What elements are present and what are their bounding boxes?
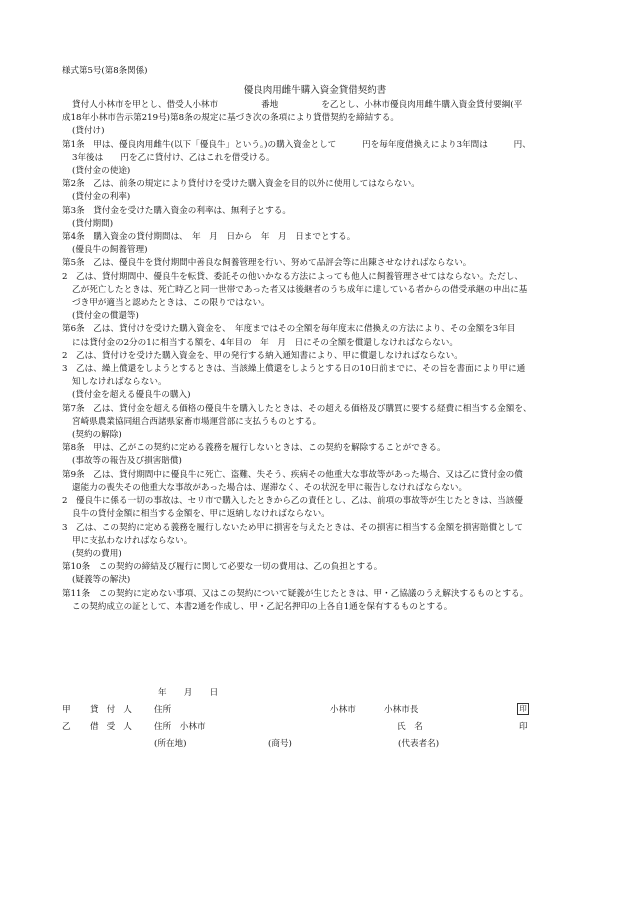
lender-address-label: 住所: [154, 705, 172, 715]
date-row: [62, 686, 578, 703]
lender-city: 小林市: [330, 705, 356, 715]
article-heading: (貸付金の使途): [72, 166, 131, 177]
article-text: 第2条 乙は、前条の規定により貸付けを受けた購入資金を目的以外に使用してはならない。: [62, 179, 420, 190]
article-text: 甲に支払わなければならない。: [72, 535, 193, 546]
trade-name-label: (商号): [268, 739, 292, 749]
lender-mayor: 小林市長: [384, 705, 419, 715]
name-label: 氏 名: [397, 722, 423, 732]
intro-line: 貸付人小林市を甲とし、借受人小林市 番地 を乙とし、小林市優良肉用雌牛購入資金貸付要綱(平: [72, 100, 523, 110]
intro-line: 成18年小林市告示第219号)第8条の規定に基づき次の条項により貸借契約を締結する。: [62, 113, 399, 124]
article-text: 3 乙は、この契約に定める義務を履行しないため甲に損害を与えたときは、その損害に相当する金額を損害賠償として: [62, 522, 523, 533]
article-text: には貸付金の2分の1に相当する額を、4年目の 年 月 日にその全額を償還しなければならない。: [72, 337, 458, 348]
article-text: 3 乙は、繰上償還をしようとするときは、当該繰上償還をしようとする日の10日前までに、その旨を書面により甲に通: [62, 364, 526, 375]
borrower-row: [62, 720, 578, 737]
article-text: 第6条 乙は、貸付けを受けた購入資金を、 年度まではその全額を毎年度末に借換えの方法により、その金額を3年目: [62, 324, 516, 335]
borrower-role: 借受人: [90, 722, 140, 732]
article-text: 第10条 この契約の締結及び履行に関して必要な一切の費用は、乙の負担とする。: [62, 562, 383, 573]
borrower-seal: 印: [519, 722, 528, 732]
borrower-mark: 乙: [62, 722, 71, 732]
document-title: 優良肉用雌牛購入資金貸借契約書: [243, 85, 387, 96]
article-heading: (疑義等の解決): [72, 575, 131, 586]
article-text: 宮崎県農業協同組合西諸県家畜市場運営部に支払うものとする。: [72, 416, 322, 427]
article-text: 第5条 乙は、優良牛を貸付期間中善良な飼養管理を行い、努めて品評会等に出陳させなければならない。: [62, 258, 472, 269]
article-heading: (貸付金の利率): [72, 192, 131, 203]
location-label: (所在地): [154, 739, 187, 749]
article-heading: (優良牛の飼養管理): [72, 245, 148, 256]
article-text: 第8条 甲は、乙がこの契約に定める義務を履行しないときは、この契約を解除することができる。: [62, 443, 446, 454]
article-text: 還能力の喪失その他重大な事故があった場合は、遅滞なく、その状況を甲に報告しなければならない。: [72, 482, 468, 493]
label-row: [62, 737, 578, 754]
article-heading: (貸付金を超える優良牛の購入): [72, 390, 191, 401]
article-text: 第1条 甲は、優良肉用雌牛(以下「優良牛」という。)の購入資金として 円を毎年度借換えにより3年間は 円、: [62, 139, 531, 150]
borrower-address: 住所 小林市: [154, 722, 206, 732]
mayor-seal-box: 印: [517, 703, 529, 715]
article-heading: (貸付期間): [72, 218, 114, 229]
article-text: 第4条 購入資金の貸付期間は、 年 月 日から 年 月 日までとする。: [62, 232, 356, 243]
article-heading: (契約の解除): [72, 430, 122, 441]
signature-block: [62, 686, 578, 754]
lender-row: [62, 703, 578, 720]
form-number: 様式第5号(第8条関係): [62, 66, 148, 76]
article-text: 良牛の貸付金額に相当する金額を、甲に返納しなければならない。: [72, 509, 330, 520]
article-heading: (貸付金の償還等): [72, 311, 139, 322]
article-text: 第7条 乙は、貸付金を超える価格の優良牛を購入したときは、その超える価格及び購買に要する経費に相当する金額を、: [62, 403, 532, 414]
article-heading: (事故等の報告及び損害賠償): [72, 456, 182, 467]
lender-mark: 甲: [62, 705, 71, 715]
article-text: 2 優良牛に係る一切の事故は、セリ市で購入したときから乙の責任とし、乙は、前項の事故等が生じたときは、当該優: [62, 496, 523, 507]
lender-role: 貸付人: [90, 705, 140, 715]
article-text: 第9条 乙は、貸付期間中に優良牛に死亡、盗難、失そう、疾病その他重大な事故等があった場合、又は乙に貸付金の償: [62, 469, 523, 480]
article-text: 第11条 この契約に定めない事項、又はこの契約について疑義が生じたときは、甲・乙協議のうえ解決するものとする。: [62, 588, 529, 599]
article-text: 乙が死亡したときは、死亡時乙と同一世帯であった者又は後継者のうち成年に達している者からの借受承継の申出に基: [72, 284, 528, 295]
article-text: づき甲が適当と認めたときは、この限りではない。: [72, 298, 270, 309]
date-line: 年 月 日: [158, 688, 219, 698]
article-heading: (契約の費用): [72, 548, 122, 559]
article-text: 2 乙は、貸付けを受けた購入資金を、甲の発行する納入通知書により、甲に償還しなければならない。: [62, 350, 463, 361]
closing-text: この契約成立の証として、本書2通を作成し、甲・乙記名押印の上各自1通を保有するものとする。: [72, 601, 453, 612]
article-text: 3年後は 円を乙に貸付け、乙はこれを借受ける。: [72, 152, 275, 163]
article-text: 2 乙は、貸付期間中、優良牛を転貸、委託その他いかなる方法によっても他人に飼養管理させてはならない。ただし、: [62, 271, 523, 282]
contract-body: [62, 99, 578, 614]
article-heading: (貸付け): [72, 126, 105, 137]
article-text: 第3条 貸付金を受けた購入資金の利率は、無利子とする。: [62, 205, 291, 216]
representative-label: (代表者名): [398, 739, 440, 749]
article-text: 知しなければならない。: [72, 377, 167, 388]
